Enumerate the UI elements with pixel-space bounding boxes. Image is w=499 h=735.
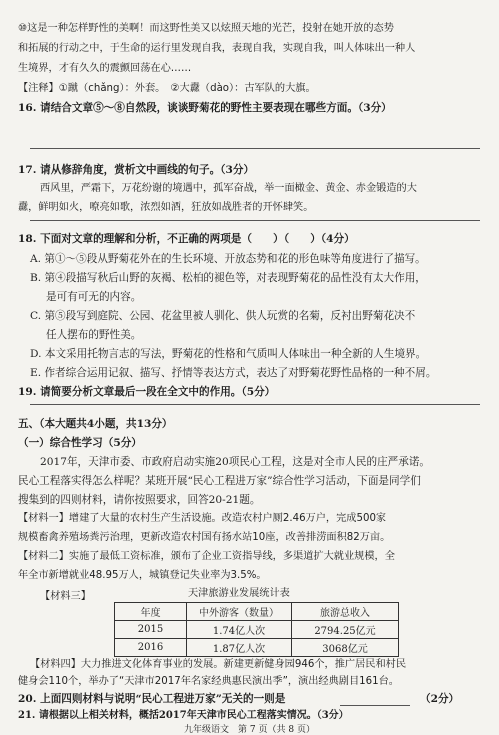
material-4-line-2: 健身会110个，举办了“天津市2017年名家经典惠民演出季”，演出经典剧目161台。 — [18, 676, 399, 687]
material-3-label: 【材料三】 — [40, 591, 91, 602]
table-cell: 2794.25亿元 — [292, 621, 399, 639]
table-cell: 1.87亿人次 — [187, 639, 292, 657]
table-cell: 3068亿元 — [292, 639, 399, 657]
table-row — [115, 621, 399, 639]
option-e: E. 作者综合运用记叙、描写、抒情等表达方式，表达了对野菊花野性品格的一种不屑。 — [30, 367, 437, 379]
option-b-line-1: B. 第④段描写秋后山野的灰褐、松柏的褪色等，对表现野菊花的品性没有太大作用， — [30, 272, 426, 284]
question-21: 21. 请根据以上相关材料，概括2017年天津市民心工程落实情况。（3分） — [18, 710, 349, 721]
question-17: 17. 请从修辞角度，赏析文中画线的句子。（3分） — [18, 164, 255, 176]
table-header-visitors: 中外游客（数量） — [187, 603, 292, 621]
question-19: 19. 请简要分析文章最后一段在全文中的作用。（5分） — [18, 386, 276, 398]
page-footer: 九年级语文 第 7 页（共 8 页） — [184, 725, 315, 735]
passage-line-1: ⑩这是一种怎样野性的美啊！而这野性美又以炫照天地的光芒，投射在她开放的态势 — [18, 23, 394, 34]
option-d: D. 本文采用托物言志的写法，野菊花的性格和气质叫人体味出一种全新的人生境界。 — [30, 348, 427, 360]
intro-line-3: 搜集到的四则材料，请你按照要求，回答20-21题。 — [18, 494, 261, 506]
annotation-note: 【注释】①蹴（chǎng）：外套。 ②大纛（dào）：古军队的大旗。 — [18, 83, 316, 94]
subsection-heading: （一）综合性学习（5分） — [18, 437, 142, 449]
material-2-line-2: 年全市新增就业48.95万人，城镇登记失业率为3.5%。 — [18, 570, 267, 581]
answer-blank-20[interactable] — [340, 705, 410, 706]
option-c-line-1: C. 第⑤段写到庭院、公园、花盆里被人驯化、供人玩赏的名菊，反衬出野菊花决不 — [30, 310, 416, 322]
material-1-line-1: 【材料一】增建了大量的农村生产生活设施。改造农村户厕2.46万户，完成500家 — [18, 513, 387, 524]
table-header-row — [115, 603, 399, 621]
intro-line-1: 2017年，天津市委、市政府启动实施20项民心工程，这是对全市人民的庄严承诺。 — [40, 456, 431, 468]
table-cell: 2016 — [115, 639, 187, 657]
intro-line-2: 民心工程落实得怎么样呢？某班开展“民心工程进万家”综合性学习活动，下面是同学们 — [18, 475, 421, 487]
option-c-line-2: 任人摆布的野性美。 — [46, 329, 142, 341]
question-16: 16. 请结合文章⑤～⑧自然段，谈谈野菊花的野性主要表现在哪些方面。（3分） — [18, 102, 392, 114]
table-header-revenue: 旅游总收入 — [292, 603, 399, 621]
table-row — [115, 639, 399, 657]
material-1-line-2: 规模畜禽养殖场粪污治理，更新改造农村国有扬水站10座，改善排涝面积82万亩。 — [18, 532, 391, 543]
tourism-stats-table — [114, 602, 399, 657]
q17-sentence-line-2: 纛，鲜明如火，嘹亮如歌，浓烈如酒，狂放如战胜者的开怀肆笑。 — [18, 202, 314, 213]
table-header-year: 年度 — [115, 603, 187, 621]
table-cell: 1.74亿人次 — [187, 621, 292, 639]
material-4-line-1: 【材料四】大力推进文化体育事业的发展。新建更新健身园946个，推广居民和村民 — [30, 659, 407, 670]
answer-line-16[interactable] — [30, 148, 480, 149]
question-20-points: （2分） — [420, 693, 460, 705]
passage-line-3: 生境界，才有久久的震颤回荡在心…… — [18, 63, 192, 74]
option-a: A. 第①～⑤段从野菊花外在的生长环境、开放态势和花的形色味等角度进行了描写。 — [30, 253, 426, 265]
question-18: 18. 下面对文章的理解和分析，不正确的两项是（ ）（ ）（4分） — [18, 233, 355, 245]
table-cell: 2015 — [115, 621, 187, 639]
answer-line-17[interactable] — [30, 220, 480, 221]
section-five-heading: 五、（本大题共4小题，共13分） — [18, 418, 173, 430]
table-title: 天津旅游业发展统计表 — [188, 588, 290, 599]
passage-line-2: 和拓展的行动之中，于生命的运行里发现自我，表现自我，实现自我，叫人体味出一种人 — [18, 43, 416, 54]
answer-line-19[interactable] — [30, 404, 480, 405]
material-2-line-1: 【材料二】实施了最低工资标准，颁布了企业工资指导线，多渠道扩大就业规模，全 — [18, 551, 395, 562]
q17-sentence-line-1: 西风里，严霜下，万花纷谢的境遇中，孤军奋战，举一面橄金、黄金、赤金锻造的大 — [40, 183, 417, 194]
option-b-line-2: 是可有可无的内容。 — [46, 291, 142, 303]
question-20: 20. 上面四则材料与说明“民心工程进万家”无关的一则是 — [18, 693, 286, 705]
